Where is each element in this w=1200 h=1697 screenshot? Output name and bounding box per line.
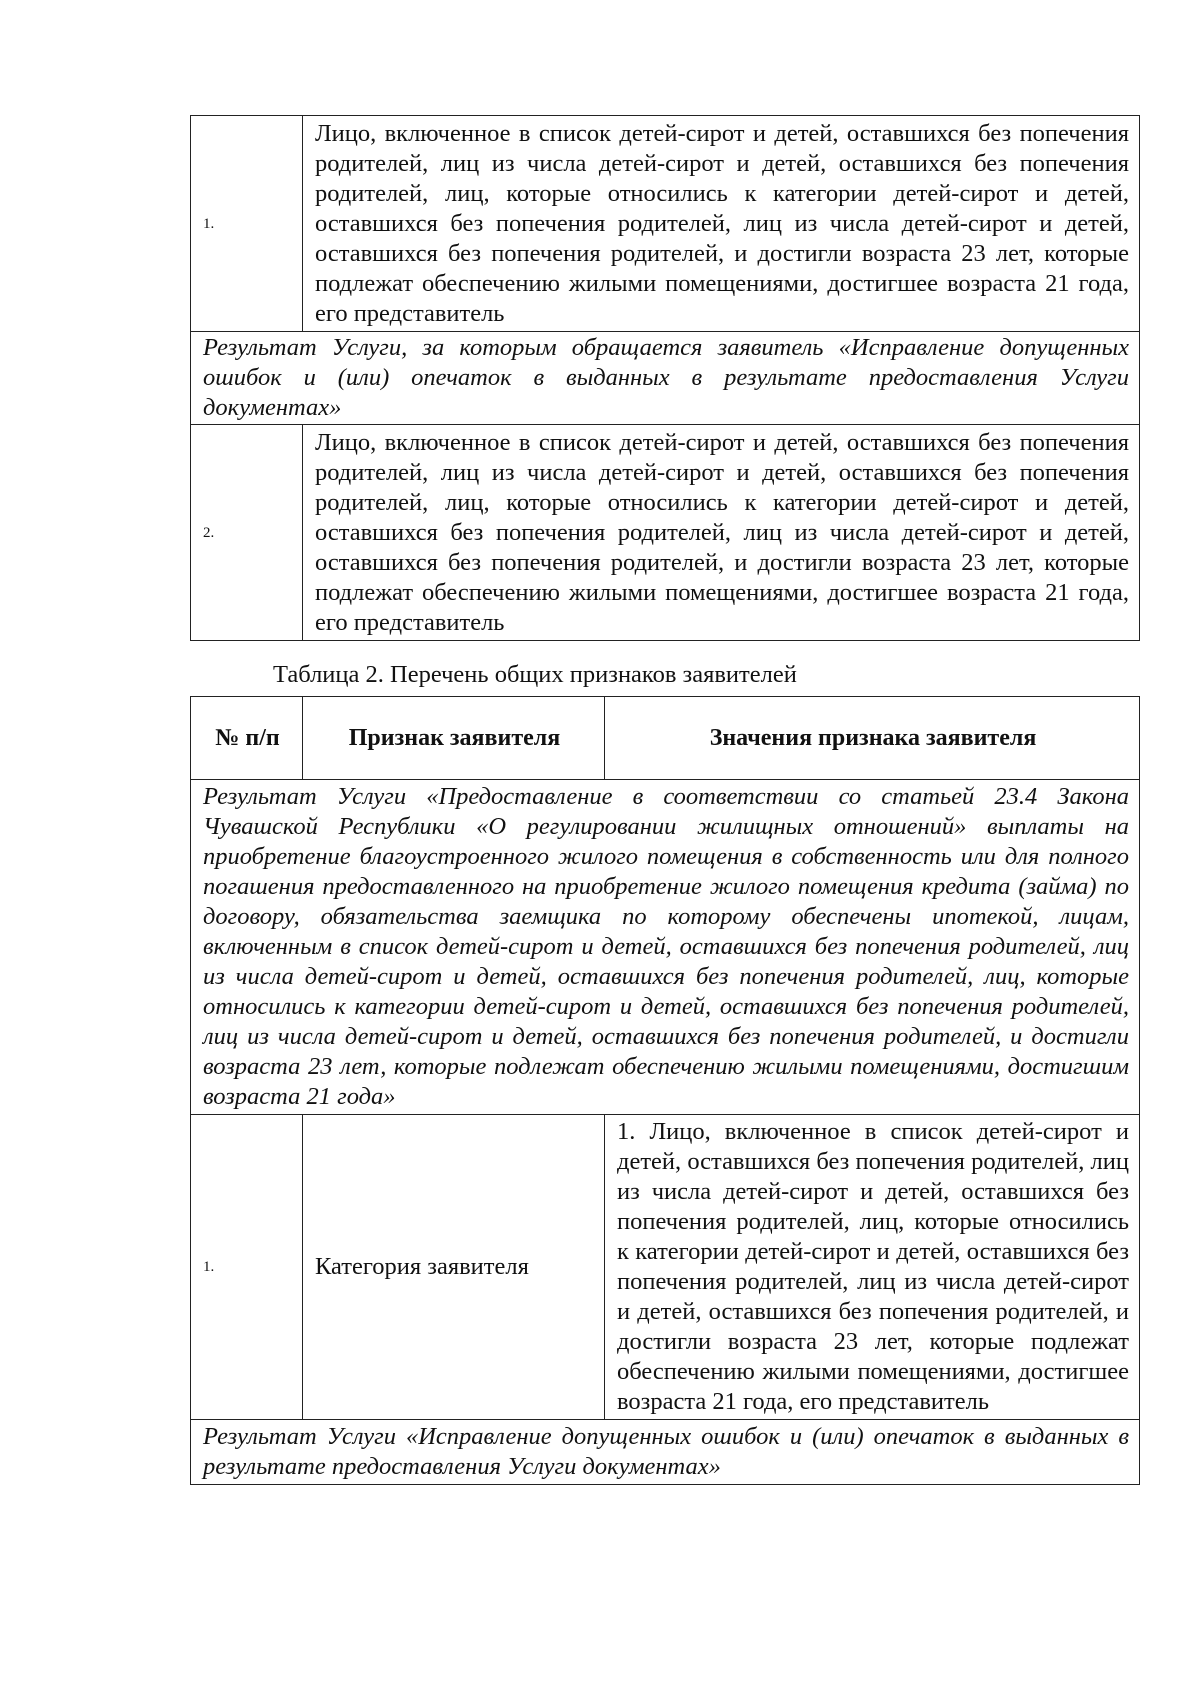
table-header-row <box>191 697 1140 780</box>
row-number: 1. <box>191 1115 303 1420</box>
header-number: № п/п <box>191 697 303 780</box>
table-row <box>191 1115 1140 1420</box>
applicant-description: Лицо, включенное в список детей-сирот и детей, оставшихся без попечения родителей, лиц из числа детей-сирот и детей, оставшихся без попечения родителей, лиц, которые относились к категории детей-сирот и детей, оставшихся без попечения родителей, лиц из числа детей-сирот и детей, оставшихся без попечения родителей, и достигли возраста 23 лет, которые подлежат обеспечению жилыми помещениями, достигшее возраста 21 года, его представитель <box>303 425 1140 641</box>
row-number: 2. <box>191 425 303 641</box>
applicant-variants-table <box>190 115 1140 641</box>
table-row <box>191 116 1140 332</box>
table-row <box>191 332 1140 425</box>
feature-value: 1. Лицо, включенное в список детей-сирот и детей, оставшихся без попечения родителей, лиц из числа детей-сирот и детей, оставшихся без попечения родителей, лиц, которые относились к категории детей-сирот и детей, оставшихся без попечения родителей, лиц из числа детей-сирот и детей, оставшихся без попечения родителей, и достигли возраста 23 лет, которые подлежат обеспечению жилыми помещениями, достигшее возраста 21 года, его представитель <box>605 1115 1140 1420</box>
table-caption: Таблица 2. Перечень общих признаков заявителей <box>273 661 797 688</box>
table-row <box>191 425 1140 641</box>
row-number: 1. <box>191 116 303 332</box>
service-result-row: Результат Услуги, за которым обращается заявитель «Исправление допущенных ошибок и (или) опечаток в выданных в результате предоставления Услуги документах» <box>191 332 1140 425</box>
table-row <box>191 1420 1140 1485</box>
header-feature: Признак заявителя <box>303 697 605 780</box>
applicant-features-table <box>190 696 1140 1485</box>
service-result-row: Результат Услуги «Исправление допущенных ошибок и (или) опечаток в выданных в результате предоставления Услуги документах» <box>191 1420 1140 1485</box>
applicant-description: Лицо, включенное в список детей-сирот и детей, оставшихся без попечения родителей, лиц из числа детей-сирот и детей, оставшихся без попечения родителей, лиц, которые относились к категории детей-сирот и детей, оставшихся без попечения родителей, лиц из числа детей-сирот и детей, оставшихся без попечения родителей, и достигли возраста 23 лет, которые подлежат обеспечению жилыми помещениями, достигшее возраста 21 года, его представитель <box>303 116 1140 332</box>
header-value: Значения признака заявителя <box>605 697 1140 780</box>
service-result-row: Результат Услуги «Предоставление в соответствии со статьей 23.4 Закона Чувашской Республики «О регулировании жилищных отношений» выплаты на приобретение благоустроенного жилого помещения в собственность или для полного погашения предоставленного на приобретение жилого помещения кредита (займа) по договору, обязательства заемщика по которому обеспечены ипотекой, лицам, включенным в список детей-сирот и детей, оставшихся без попечения родителей, лиц из числа детей-сирот и детей, оставшихся без попечения родителей, лиц, которые относились к категории детей-сирот и детей, оставшихся без попечения родителей, лиц из числа детей-сирот и детей, оставшихся без попечения родителей, и достигли возраста 23 лет, которые подлежат обеспечению жилыми помещениями, достигшим возраста 21 года» <box>191 780 1140 1115</box>
table-row <box>191 780 1140 1115</box>
feature-name: Категория заявителя <box>303 1115 605 1420</box>
